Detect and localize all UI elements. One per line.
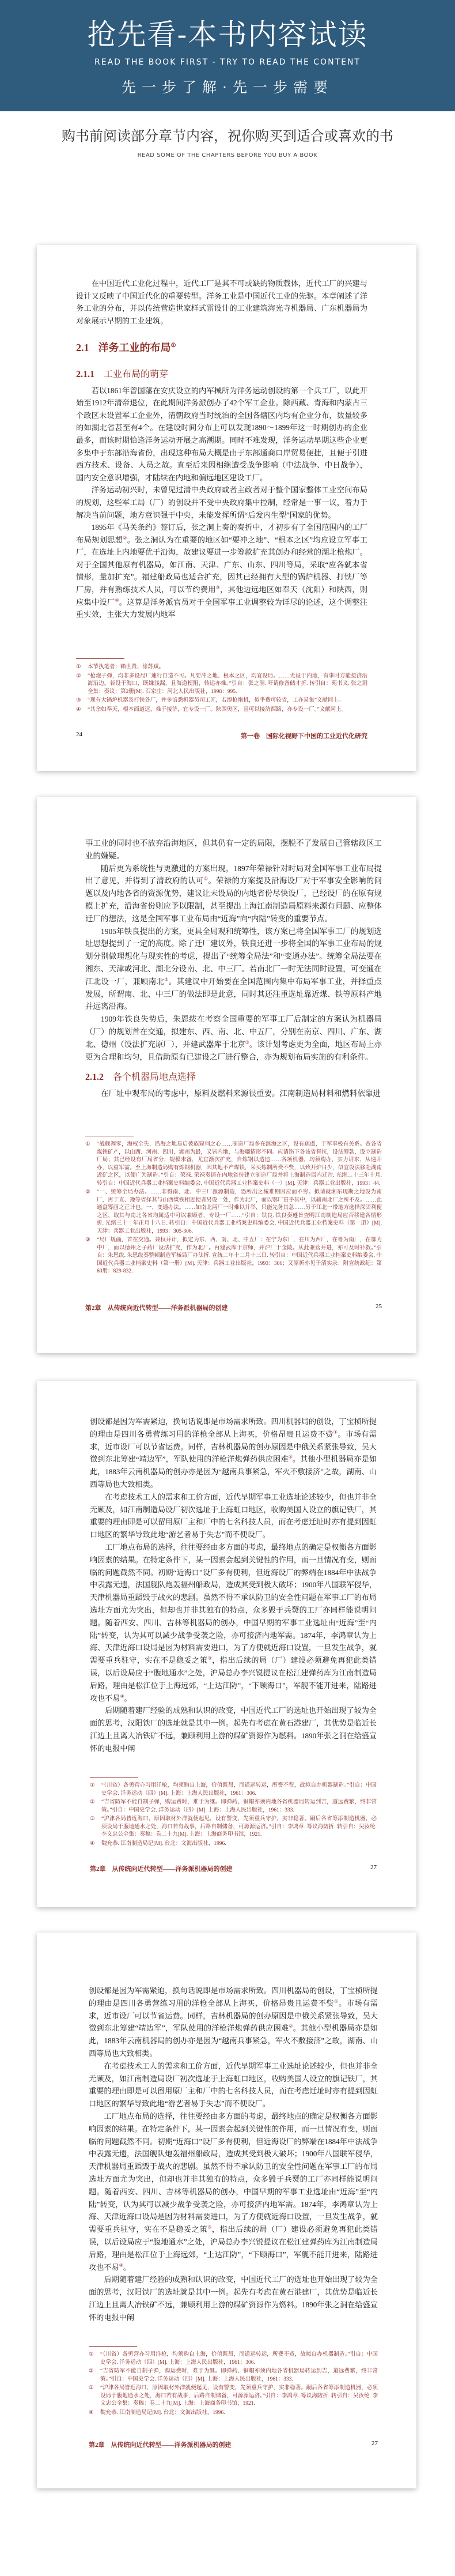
subsection-heading: [76, 368, 367, 381]
paragraph-text: 。市场有需求，近市设厂可以节省运费。同样，吉林机器局的创办原因是中俄关系紧张导致，吴大徵到东北筹建“靖边军”，军队使用的洋枪洋炮弹药供应困难: [90, 1429, 377, 1464]
page-footer: [90, 1864, 377, 1873]
section-heading: [76, 342, 367, 355]
paragraph: [90, 1541, 377, 1704]
footnote-ref[interactable]: ①: [334, 1998, 339, 2004]
banner-title: 抢先看-本书内容试读: [87, 18, 368, 51]
paragraph: [89, 2060, 378, 2110]
footnote: [89, 2351, 378, 2367]
paragraph-text: 洋务运动初兴时，未曾见过清中央政府或者主政者对于整个国家整体工业空间布局的规划，这些军工局（厂）的创设并不受中央政府集中控制，经常是一事一议，着力于解决当前问题，地方意识强于中央，未能发挥所谓“后发内生型”国家的优势。: [76, 485, 367, 519]
footnote-text: “局厂规画，首在交通。兼权并计，拟定为东、西、南、北、中五厂：在宁为东厂，在川为西厂，在粤为南厂，在鄂为中厂，而以德州之子药厂设法扩充，作为北厂。再建武库于京师，并沪厂于金陵。从此兼营并进，亦可及时补救。”引自：朱恩绂. 朱恩绂奏整顿制造军械局厂办法折. 宣统二年十二月十三日. 转引自：中国近代兵器工业档案史料编委会. 中国近代兵器工业档案史料（第一册）[M]. 天津：兵器工业出版社，1993：306；又原折亦见于清实录：附宣统政纪：第60册：829-832.: [97, 1237, 382, 1274]
paragraph-text: 事工业的同时也不放弃沿海地区，但其仍有一定的局限，摆脱不了发展自己管辖政区工业的嫌疑。: [85, 839, 382, 860]
footnote: [76, 664, 367, 672]
paragraph-text: 工厂地点布局的选择，往往要经由多方面的考虑，最终地点的确定是权衡各方面影响因素的结果。在特定条件下，某一因素会起到关键性的作用，而一旦情况有变，则面临的问题截然不同。初期“近海口”设厂多有便利，但近海设厂的弊端在1884年中法战争中表露无遗，法国舰队炮轰福州船政局，造成其受到极大破坏；1900年八国联军侵华，天津机器局重蹈毁于战火的悲剧。虽然不得不承认防卫的安全性问题在军事工厂的布局选址方面尤为突出，但却也并非其独有的特点，众多毁于兵燹的工厂亦同样能说明问题。随着西安、四川、吉林等机器局的创办，中国早期的军事工业选址由“近海”至“内陆”转变，认为其可以减少战争受袭之险，亦可接济内地军需。1874年，李鸿章认为上海、天津近海口设局是因为材料需要进口，为了方便就近海口设置，一旦发生战争，就需要重兵驻守，实在不是稳妥之策: [90, 1542, 377, 1665]
footnote-number: ①: [89, 2352, 94, 2357]
footnote-text: “其余如奉天，根本而道远，难于接济，宜专设一厂。陕西奥区，且可以接济西路，亦专设一厂。”文献同上。: [88, 706, 347, 713]
footnote: [89, 2385, 378, 2408]
footnote: [90, 1782, 377, 1798]
footnote-ref[interactable]: ②: [289, 2024, 293, 2029]
running-title: 第2章 从传统向近代转型——洋务派机器局的创建: [85, 1305, 228, 1312]
book-page: [37, 245, 416, 771]
footnote-text: “枪炮子弹，均非多设局厂速行自造不可。凡要冲之地、根本之区，均宜设局。……尤设于内地，有事时方能接济沿海沿边。若设于海口，既嫌浅漏，且海道梗阻，转运亦难。”引自：张之洞. 吁请修备储才折. 转引自：苑书义. 张之洞全集：奏议：第2册[M]. 石家庄：河北人民出版社，1998：995.: [88, 673, 367, 695]
heading-number: 2.1.2: [85, 1072, 104, 1083]
footnotes: [89, 2346, 378, 2418]
footnote: [89, 2409, 378, 2417]
footnote: [90, 1799, 377, 1814]
footnote-ref[interactable]: ②: [164, 977, 169, 982]
footnote-number: ③: [90, 1816, 95, 1822]
page-body: [89, 1984, 378, 2324]
paragraph: [85, 863, 382, 925]
footnote-ref[interactable]: ③: [215, 585, 221, 590]
paragraph-text: 工厂地点布局的选择，往往要经由多方面的考虑，最终地点的确定是权衡各方面影响因素的结果。在特定条件下，某一因素会起到关键性的作用，而一旦情况有变，则面临的问题截然不同。初期“近海口”设厂多有便利，但近海设厂的弊端在1884年中法战争中表露无遗，法国舰队炮轰福州船政局，造成其受到极大破坏；1900年八国联军侵华，天津机器局重蹈毁于战火的悲剧。虽然不得不承认防卫的安全性问题在军事工厂的布局选址方面尤为突出，但却也并非其独有的特点，众多毁于兵燹的工厂亦同样能说明问题。随着西安、四川、吉林等机器局的创办，中国早期的军事工业选址由“近海”至“内陆”转变，认为其可以减少战争受袭之险，亦可接济内地军需。1874年，李鸿章认为上海、天津近海口设局是因为材料需要进口，为了方便就近海口设置，一旦发生战争，就需要重兵驻守，实在不是稳妥之策: [89, 2111, 378, 2234]
footnote-ref[interactable]: ①: [333, 1429, 338, 1435]
footnote-number: ②: [90, 1799, 95, 1805]
paragraph-text: 后期随着建厂经验的成熟和认识的改变，中国近代工厂的选址也开始出现了较为全面的思考，汉阳铁厂的选址就是其中一例。起先有考虑在黄石港建厂，其优势是临近长江边上且离大冶铁矿不远，兼顾利用上游的煤矿资源作为燃料。1890年张之洞在给盛宣怀的电报中阐: [90, 1706, 377, 1753]
footnote-ref[interactable]: ④: [119, 2262, 123, 2268]
paragraph: [76, 521, 367, 621]
heading-number: 2.1: [76, 342, 89, 354]
paragraph: [89, 2110, 378, 2273]
footnote-text: “沪津各局皆近海口，原因取材外洋就便起见，设有警变，先须重兵守护，实非稳著。嗣后各省筹添制造机器，必须设局于腹地通水之处，海口若有战事，后路自制储备，可源源运济。”引自：李鸿章. 筹议海防折. 转引自：吴汝纶. 李文忠公全集：奏稿：卷二十九[M]. 上海：上海商务印书馆，1921.: [100, 2385, 378, 2406]
intro-headline-en: READ SOME OF THE CHAPTERS BEFORE YOU BUY A BOOK: [137, 152, 318, 159]
footnote-text: “（川省）各勇营亦习用洋枪，均须购自上海，价值既昂，而道远转运，所费不赀，故拟自办机器制造。”引自：中国史学会. 洋务运动（四）[M]. 上海：上海人民出版社，1961：306.: [101, 1783, 377, 1797]
page-number: 25: [376, 1303, 382, 1310]
paragraph-text: 随后更为系统性与更激进的方案出现，1897年荣禄针对时局对全国军事工业布局提出了意见，并得到了清政府的认可: [85, 864, 382, 886]
footnote-number: ③: [89, 2385, 94, 2391]
heading-number: 2.1.1: [76, 369, 94, 379]
intro-headline: 购书前阅读部分章节内容，祝你购买到适合或喜欢的书: [62, 128, 393, 144]
page-number: 27: [371, 2440, 378, 2447]
footnote-ref[interactable]: ②: [123, 535, 127, 541]
footnotes: [90, 1777, 377, 1849]
footnote: [89, 2368, 378, 2383]
paragraph-text: 创设都是因为军需紧迫，换句话说即是市场需求所致。四川机器局的创设，丁宝桢所提的理由是四川各勇营练习用的洋枪全部从上海买，价格昂贵且运费不赀: [89, 1986, 378, 2008]
paragraph-text: 。市场有需求，近市设厂可以节省运费。同样，吉林机器局的创办原因是中俄关系紧张导致，吴大徵到东北筹建“靖边军”，军队使用的洋枪洋炮弹药供应困难: [89, 1998, 378, 2033]
paragraph: [85, 837, 382, 863]
heading-title: 各个机器局地点选择: [113, 1072, 196, 1083]
book-page: [37, 1381, 416, 1907]
footnote-ref[interactable]: ④: [115, 597, 119, 603]
page-number: 24: [76, 731, 82, 738]
paragraph: [89, 1984, 378, 2060]
footnote-ref[interactable]: ①: [170, 342, 176, 349]
footnote-number: ②: [76, 673, 81, 679]
paragraph-text: 创设都是因为军需紧迫，换句话说即是市场需求所致。四川机器局的创设，丁宝桢所提的理由是四川各勇营练习用的洋枪全部从上海买，价格昂贵且运费不赀: [90, 1417, 377, 1438]
footnote-text: “沪津各局皆近海口，原因取材外洋就便起见，设有警变，先须重兵守护，实非稳著。嗣后各省筹添制造机器，必须设局于腹地通水之处，海口若有战事，后路自制储备，可源源运济。”引自：李鸿章. 筹议海防折. 转引自：吴汝纶. 李文忠公全集：奏稿：卷二十九[M]. 上海：上海商务印书馆，1921.: [101, 1816, 377, 1837]
paragraph-text: 在中国近代工业化过程中，近代工厂是其不可或缺的物质载体，近代工厂的兴建与设计又反映了中国近代化的重要转型。洋务工业是中国近代工业的先驱。本章阐述了洋务工业的分布，并以传统营造世家样式雷设计的工业建筑海光寺机器局、广东机器局为对象展示早期的工业建筑。: [76, 279, 367, 325]
paragraph: [85, 1013, 382, 1063]
footnote: [76, 673, 367, 696]
footnotes: [76, 658, 367, 715]
page-footer: [85, 1303, 382, 1312]
paragraph-text: 在厂址中观布局的考虑中，原料及燃料来源很重要。江南制造局材料和燃料依靠进: [101, 1089, 381, 1098]
footnote-text: 本节执笔者：赖世贤、徐苏斌。: [88, 664, 165, 670]
paragraph-text: ，指出后续的局（厂）建设必须避免再犯此类错误，以后设局应于“腹地通水”之处，沪局总办李兴锐提议在松江建弹药库为江南制造局后路，理由是松江位于上海远郊，“上达江防”，“下顾海口”，军舰不能开进来，陆路进攻也不易: [90, 1656, 377, 1703]
footnote-number: ④: [76, 706, 81, 713]
footnote-text: “一、统筹全局办法。……非得南、北、中三厂源源制造，恐所出之械难期因应而不穷。拟请就湘东现勘之地设为南厂，再于直、豫等省择其与山西煤铁相近便者另设一处，作为北厂，而以鄂厂贯乎其中，以辅南北厂之所不及。……此通盘筹画之正计也。一、变通办法。……如南北两厂一时难以并举，只能先务其急……另于江北一带地方选择深固利便之区，取其与南北各省均属适中可以兼顾者，专设一厂……”引自：铁良. 铁良奏遵旨查明江南制造局应否移建各情形折. 光绪三十一年正月十八日. 转引自：中国近代兵器工业档案史料编委会. 中国近代兵器工业档案史料（第一册）[M]. 天津：兵器工业出版社，1993：305-306.: [97, 1189, 382, 1234]
footnote-number: ④: [90, 1840, 95, 1847]
footnote-ref[interactable]: ③: [207, 2224, 212, 2230]
footnote-text: 魏允恭. 江南制造局记[M]. 台北：文海出版社，1996.: [100, 2409, 225, 2416]
banner-slogan: 先一步了解·先一步需要: [122, 79, 333, 96]
banner-subtitle-en: READ THE BOOK FIRST - TRY TO READ THE CONTENT: [94, 58, 361, 67]
heading-title: 工业布局的萌芽: [104, 369, 169, 379]
footnotes: [85, 1136, 382, 1277]
paragraph-text: 。荣禄的方案提及沿海设厂对于军事安全影响的问题以及内地各省的资源优势，建议让未设局的内地省份尽快设厂，已经设厂的在原有规模上扩充，沿海省份则应予以限制，甚至提出上海江南制造局原料来源有问题、应整体迁厂的想法，这是全国军事工业布局由“近海”向“内陆”转变的重要节点。: [85, 876, 382, 923]
footnote: [85, 1189, 382, 1236]
paragraph-text: 1909年铁良失势后，朱恩绂在考察全国重要的军事工厂后制定的方案认为机器局（厂）的规划首在交通，拟建东、西、南、北、中五厂，分别在南京、四川、广东、湖北、德州（设法扩充原厂），并建武器库于北京: [85, 1015, 382, 1049]
footnote-text: “现有大锅炉机器及打铁各厂，并多谙悉机器员司工匠，若添枪炮机，似乎费可较省，工亦易集”文献同上。: [88, 698, 344, 703]
paragraph-text: 1895年《马关条约》签订后，张之洞上奏的奏折中，才初步有了全国范围内的工厂布局规划思想: [76, 523, 367, 544]
footnote: [76, 697, 367, 705]
paragraph-text: 。其他小型机器局亦是如此，1883年云南机器局的创办亦是因为“越南兵事紧急，军火不敷接济”之故，湖南、山西等局也大致相类。: [89, 2024, 378, 2058]
footnote-text: “（川省）各勇营亦习用洋枪，均须购自上海，价值既昂，而道远转运，所费不赀，故拟自办机器制造。”引自：中国史学会. 洋务运动（四）[M]. 上海：上海人民出版社，1961：306.: [100, 2352, 378, 2366]
page-body: [90, 1415, 377, 1755]
paragraph-text: 。该计划考虑更为全面，地区布局上亦更为合理和均匀，且借助原有已建设之厂进行整合，亦为规划布局实施的有利条件。: [85, 1040, 382, 1061]
paragraph-text: 。其建议中开始要在全国范围内集中布局军事工业，并择重点发展，所谓南、北、中三厂的做法即是此意，同时其还注重选址靠近煤、铁等原料产地并远离沿海。: [85, 977, 382, 1011]
paragraph: [90, 1704, 377, 1754]
footnote-ref[interactable]: ③: [207, 1655, 213, 1661]
paragraph-text: 在考虑技术工人的需求和工价方面，近代早期军事工业选址论述较少，但也并非全无顾及，如江南制造局设厂初次选址于上海虹口地区，收购美国人设立的旗记铁厂，其重要的理由即是可以留用原厂主和厂中的七名科技人员，而在考虑迁址时亦有提到因虹口地区的繁华导致此地“游艺者易于失志”而不便设厂。: [90, 1492, 377, 1539]
footnote-text: “战舰凋零，海权全失，沿海之地易启彼族窥伺之心……制造厂局多在滨海之区，设有疏虞，于军事极有关系。查各省煤铁矿产，以山西、河南、四川、湖南为最，又皆内地，与海疆情形不同。应请饬下各该省督抚，设法筹款，设立制造厂局；其已经设有厂局省分，规模未备，尤宜渐次扩充，自炼钢以造造……各项机器，均须购办，实力讲求，从速开办，以重军需。至上海制造局购有炼钢机器，因其地不产煤铁，采买炼制所费不赀，以致开炉日少，似宜设法移赴湖南近矿之区，以便广为制造。”引自：荣禄. 荣禄奏请在内地省份建立制造厂局并将上海制造局内迁片. 光绪二十三年十月. 转引自：中国近代兵器工业档案史料编委会. 中国近代兵器工业档案史料（一）[M]. 天津：兵器工业出版社，1993：44.: [97, 1142, 382, 1187]
footnote-text: 魏允恭. 江南制造局记[M]. 台北：文海出版社，1996.: [101, 1840, 226, 1847]
footnote-text: “吉省防军不能自制子弹，购运费时，难于为继。即弹药、铜帽亦须内地各省机器局转运到吉，道远费繁，终非常策。”引自：中国史学会. 洋务运动（四）[M]. 上海：上海人民出版社，1961：333.: [100, 2368, 378, 2382]
running-title: 第2章 从传统向近代转型——洋务派机器局的创建: [90, 1866, 233, 1873]
page-number: 27: [370, 1864, 377, 1871]
footnote-ref[interactable]: ④: [120, 1693, 124, 1699]
paragraph-text: ，其他边远地区如奉天（沈阳）和陕西，则应集中设厂: [76, 585, 368, 607]
footnote-number: ①: [76, 664, 81, 670]
paragraph-text: 若以1861年曾国藩在安庆设立的内军械所为洋务运动创设的第一个兵工厂，以此开始至1912年清帝退位，在此期间洋务派创办了42个军工企业。除西藏、青海和内蒙古三个政区未设置军工企业外，清朝政府当时统治的全国各辖区内均有企业分布，数量较多的如湖北省甚至有4个。在建设时间分布上可以发现1890～1899年这一时期创办的企业最多，而该时期恰逢洋务运动开展之高潮期。同时不难发现，洋务运动早期这些企业更多集中于东部沿海省份，出现这种布局大概是由于东部通商口岸贸易便捷，且便于引进西方技术、设备、人员之故。直至后来因相继遭受战争影响（中法战争、中日战争），国内安全意识增强，才陆续在内地和偏远地区建设工厂。: [76, 386, 367, 482]
header-banner: [0, 0, 455, 111]
footnote-text: “吉省防军不能自制子弹，购运费时，难于为继。即弹药、铜帽亦须内地各省机器局转运到吉，道远费繁，终非常策。”引自：中国史学会. 洋务运动（四）[M]. 上海：上海人民出版社，1961：333.: [101, 1799, 377, 1813]
footnote: [76, 706, 367, 714]
paragraph-text: 。: [124, 1693, 132, 1703]
footnote-ref[interactable]: ②: [288, 1455, 293, 1460]
footnote-number: ④: [89, 2409, 94, 2416]
paragraph-text: 后期随着建厂经验的成熟和认识的改变，中国近代工厂的选址也开始出现了较为全面的思考，汉阳铁厂的选址就是其中一例。起先有考虑在黄石港建厂，其优势是临近长江边上且离大冶铁矿不远，兼顾利用上游的煤矿资源作为燃料。1890年张之洞在给盛宣怀的电报中阐: [89, 2275, 378, 2322]
footnote-number: ③: [76, 698, 81, 703]
footnote-ref[interactable]: ①: [203, 876, 208, 882]
footnote-number: ②: [89, 2368, 94, 2374]
paragraph-text: 在考虑技术工人的需求和工价方面，近代早期军事工业选址论述较少，但也并非全无顾及，如江南制造局设厂初次选址于上海虹口地区，收购美国人设立的旗记铁厂，其重要的理由即是可以留用原厂主和厂中的七名科技人员，而在考虑迁址时亦有提到因虹口地区的繁华导致此地“游艺者易于失志”而不便设厂。: [89, 2061, 378, 2108]
paragraph: [90, 1491, 377, 1541]
footnote-divider: [89, 2346, 137, 2347]
paragraph-text: 。: [123, 2262, 131, 2272]
footnote: [90, 1816, 377, 1839]
book-page: [37, 1933, 416, 2488]
paragraph-text: 。张之洞认为在重要的地区如“要冲之地”、“根本之区”均应设立军事工厂，在选址上内地要优于沿海，故建议要进一步筹款扩充其创办和经营的湖北枪炮厂。对于全国其他原有机器局，如江南、天津、广东、山东、四川等局，采取“应各就本省情形，量加扩充”。福建船政局也适合扩充，因其已经拥有大型的锅炉机器、打铁厂等厂房，并有熟练技术人员，可以节约费用: [76, 535, 367, 594]
footnote-divider: [76, 658, 124, 659]
paragraph: [76, 277, 367, 327]
page-body: [76, 277, 367, 621]
heading-title: 洋务工业的布局: [98, 342, 171, 354]
paragraph-text: ，指出后续的局（厂）建设必须避免再犯此类错误，以后设局应于“腹地通水”之处，沪局总办李兴锐提议在松江建弹药库为江南制造局后路，理由是松江位于上海远郊，“上达江防”，“下顾海口”，军舰不能开进来，陆路进攻也不易: [89, 2225, 378, 2272]
footnote-number: ①: [85, 1142, 90, 1147]
footnote: [85, 1141, 382, 1188]
page-footer: [89, 2440, 378, 2449]
footnote-number: ②: [85, 1189, 90, 1195]
paragraph: [89, 2273, 378, 2323]
paragraph: [90, 1415, 377, 1491]
paragraph: [85, 1087, 382, 1100]
paragraph-text: 。其他小型机器局亦是如此，1883年云南机器局的创办亦是因为“越南兵事紧急，军火不敷接济”之故，湖南、山西等局也大致相类。: [90, 1455, 377, 1489]
paragraph: [76, 484, 367, 521]
running-title: 第2章 从传统向近代转型——洋务派机器局的创建: [89, 2442, 232, 2449]
paragraph-text: 1905年铁良提出的方案，更具全局观和统筹性，该方案已将全国军事工厂的规划选址思想提到了一定的高度。除了迁厂建议外，铁良还进一步将全国的军事工业布局的规划分别做理想化与现实性的考虑，提出了“统筹全局法”和“变通办法”。统筹全局法要在湘东、天津或河北、湖北分设南、北、中三厂。若南北厂一时无法同时设置，可变通在江北设一厂，兼顾南北: [85, 927, 382, 986]
subsection-heading: [85, 1071, 382, 1084]
paragraph: [76, 385, 367, 484]
paragraph-text: 。这算是洋务派官员对于全国军事工业调整较为详尽的论述，这个调整注重实效，主张大力发展内地军: [76, 597, 368, 619]
running-title: 第一卷 国际化视野下中国的工业近代化研究: [241, 733, 367, 740]
book-page: [37, 797, 416, 1353]
footnote-number: ①: [90, 1783, 95, 1788]
page-body: [85, 837, 382, 1100]
paragraph: [85, 925, 382, 1014]
footnote: [90, 1840, 377, 1848]
page-footer: [76, 731, 367, 740]
footnote: [85, 1237, 382, 1276]
footnote-number: ③: [85, 1237, 90, 1243]
footnote-ref[interactable]: ③: [245, 1040, 249, 1045]
